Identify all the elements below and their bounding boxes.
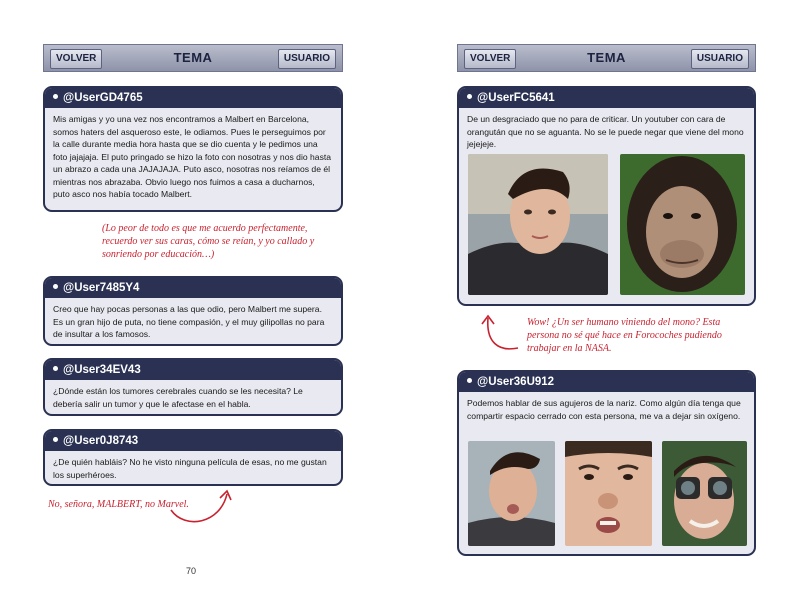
post-body: Mis amigas y yo una vez nos encontramos a Malbert en Barcelona, somos haters del asqueroso este, le odiamos. Pues le perseguimos por la calle durante media hora hasta que se dio cuenta y le pedimos una foto jajajaja. El puto pringado se hizo la foto con nosotras y nos dio hasta un abrazo a cada una JAJAJAJA. Puto asco, nosotras nos reíamos de él mientras nos abrazaba. Obvio luego nos fuimos a casa a ducharnos, puto asco nos había tocado Malbert.: [53, 114, 332, 199]
post-header[interactable]: [45, 360, 341, 380]
pouting-photo: [468, 441, 555, 546]
nav-title: TEMA: [173, 50, 213, 65]
post-header[interactable]: [45, 431, 341, 451]
forum-post: [43, 358, 343, 416]
bullet-icon: [467, 378, 472, 383]
bullet-icon: [467, 94, 472, 99]
user-button[interactable]: USUARIO: [278, 49, 336, 69]
post-body: Creo que hay pocas personas a las que odio, pero Malbert me supera. Es un gran hijo de puta, no tiene compasión, y el muy gilipollas no para de insultar a los famosos.: [53, 304, 325, 339]
back-button[interactable]: VOLVER: [464, 49, 516, 69]
curved-arrow-icon: [478, 312, 524, 354]
post-header[interactable]: [459, 88, 754, 108]
top-nav-bar: [457, 44, 756, 72]
post-header[interactable]: [459, 372, 754, 392]
binoculars-photo: [662, 441, 747, 546]
author-note: Wow! ¿Un ser humano viniendo del mono? Esta persona no sé qué hace en Forocoches pudiendo trabajar en la NASA.: [527, 317, 722, 354]
post-username: @User0J8743: [63, 435, 139, 447]
chimpanzee-photo: [620, 154, 745, 295]
youtuber-photo: [468, 154, 608, 295]
closeup-face-photo: [565, 441, 652, 546]
post-username: @User34EV43: [63, 364, 141, 376]
author-note: No, señora, MALBERT, no Marvel.: [48, 499, 189, 510]
nav-title: TEMA: [587, 50, 626, 65]
post-username: @User36U912: [477, 376, 555, 388]
post-header[interactable]: [45, 88, 341, 108]
forum-post: [457, 370, 756, 556]
top-nav-bar: [43, 44, 343, 72]
right-page: [400, 0, 800, 609]
post-username: @UserGD4765: [63, 92, 143, 104]
author-note: (Lo peor de todo es que me acuerdo perfectamente, recuerdo ver sus caras, cómo se reían, y yo callado y sonriendo por educación…): [102, 223, 315, 260]
post-username: @User7485Y4: [63, 282, 140, 294]
bullet-icon: [53, 284, 58, 289]
forum-post: [43, 276, 343, 346]
post-body: De un desgraciado que no para de criticar. Un youtuber con cara de orangután que no se aguanta. No se le puede negar que viene del mono jejejeje.: [467, 114, 744, 149]
curved-arrow-icon: [165, 486, 235, 528]
post-header[interactable]: [45, 278, 341, 298]
post-body: ¿De quién habláis? No he visto ninguna película de esas, no me gustan los superhéroes.: [53, 457, 327, 480]
forum-post: [457, 86, 756, 306]
bullet-icon: [53, 94, 58, 99]
post-username: @UserFC5641: [477, 92, 555, 104]
bullet-icon: [53, 437, 58, 442]
forum-post: [43, 86, 343, 212]
back-button[interactable]: VOLVER: [50, 49, 102, 69]
bullet-icon: [53, 366, 58, 371]
page-number: 70: [186, 566, 197, 576]
post-body: ¿Dónde están los tumores cerebrales cuando se les necesita? Le debería salir un tumor y que le afectase en el habla.: [53, 386, 303, 409]
user-button[interactable]: USUARIO: [691, 49, 749, 69]
forum-post: [43, 429, 343, 486]
post-body: Podemos hablar de sus agujeros de la nariz. Como algún día tenga que compartir espacio cerrado con esta persona, me va a dejar sin oxígeno.: [467, 398, 741, 421]
